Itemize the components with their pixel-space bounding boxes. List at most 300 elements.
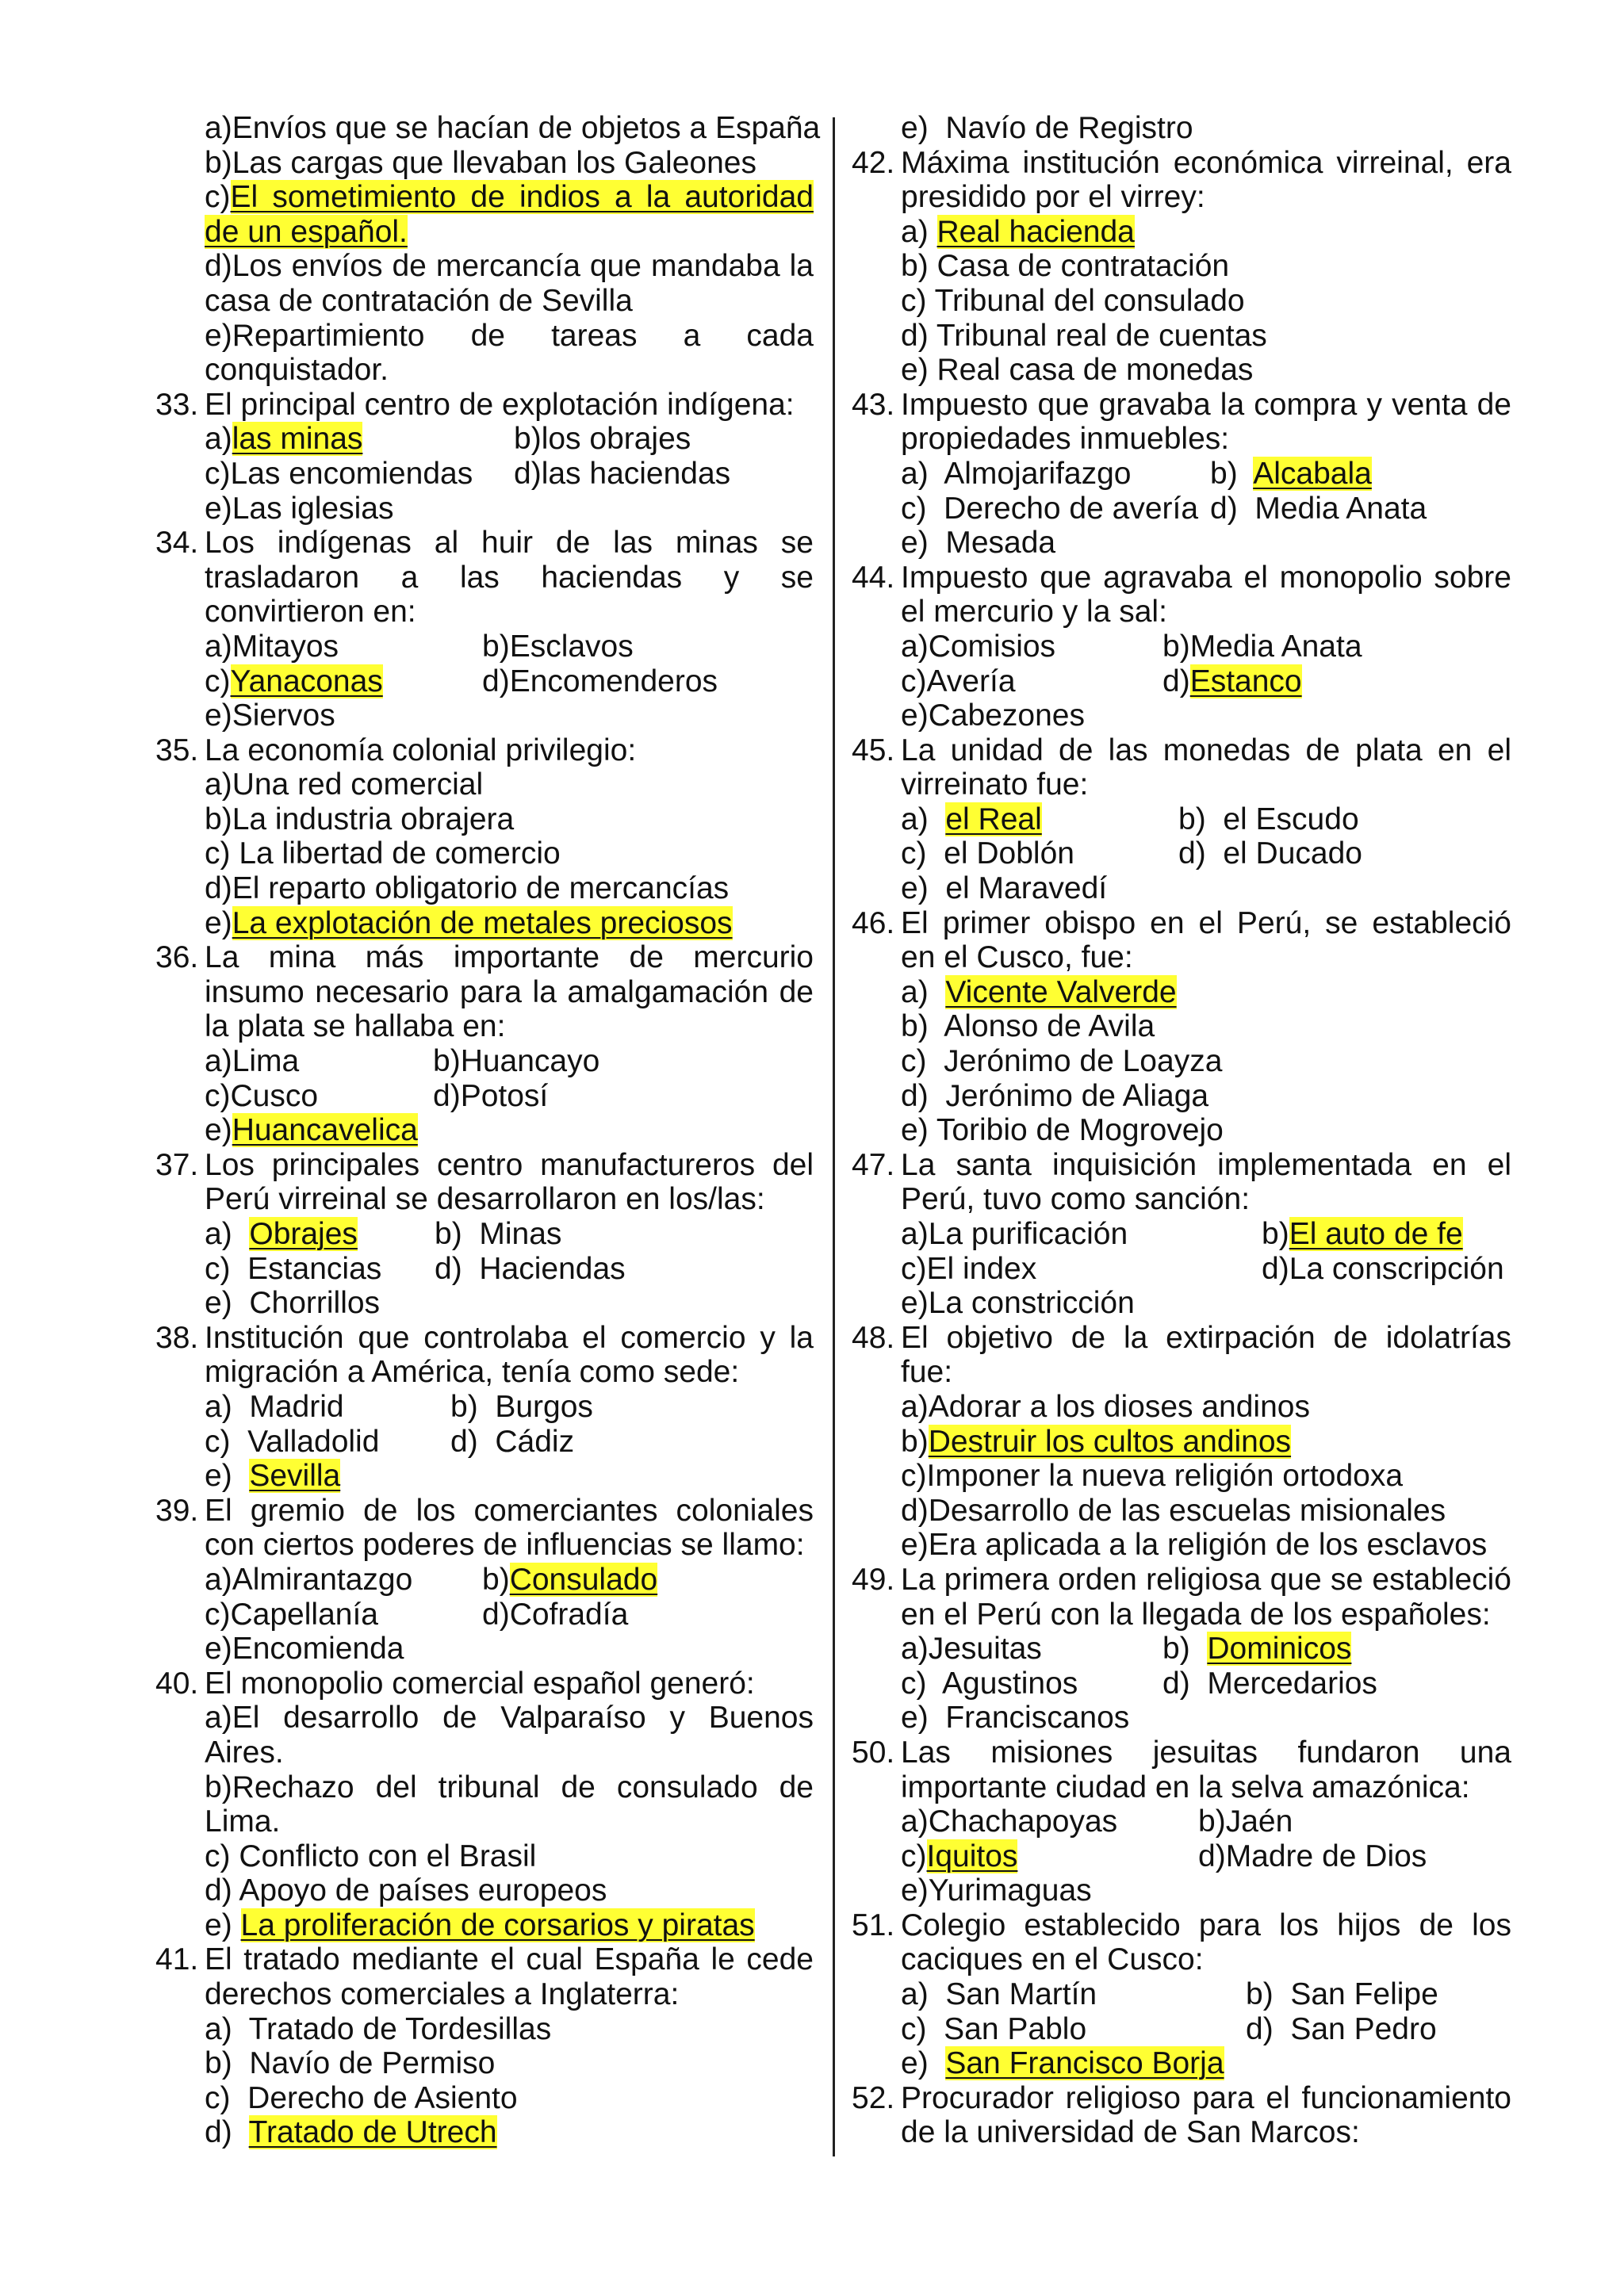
option-row bbox=[852, 492, 1511, 526]
option-row bbox=[155, 2115, 814, 2150]
option-row bbox=[155, 319, 814, 388]
option-label: e) bbox=[901, 1528, 929, 1563]
option-label: c) bbox=[205, 1251, 248, 1286]
question-number: 40. bbox=[155, 1666, 199, 1701]
option-text: Chachapoyas bbox=[928, 1804, 1118, 1839]
highlighted-answer: La explotación de metales preciosos bbox=[232, 905, 733, 940]
option-row bbox=[155, 1908, 814, 1943]
answer-option bbox=[901, 1701, 1511, 1735]
answer-option bbox=[1262, 1217, 1463, 1252]
answer-option bbox=[1246, 1977, 1438, 2012]
option-label: a) bbox=[205, 767, 232, 802]
option-text: Cofradía bbox=[509, 1597, 629, 1632]
option-label: c) bbox=[901, 1044, 944, 1079]
option-label: a) bbox=[205, 111, 232, 145]
answer-option bbox=[901, 664, 1162, 699]
question-text: Institución que controlaba el comercio y la migración a América, tenía como sede: bbox=[205, 1320, 814, 1390]
option-text: el Ducado bbox=[1223, 836, 1362, 871]
option-label: a) bbox=[901, 1217, 929, 1251]
answer-option bbox=[901, 2046, 1511, 2081]
question bbox=[852, 1321, 1511, 1390]
option-text: Tratado de Tordesillas bbox=[248, 2011, 552, 2046]
option-text: La conscripción bbox=[1289, 1251, 1504, 1286]
option-text: Agustinos bbox=[942, 1666, 1078, 1701]
option-row bbox=[852, 1217, 1511, 1252]
option-label: e) bbox=[205, 698, 232, 733]
option-text: Valladolid bbox=[247, 1424, 380, 1459]
option-label: e) bbox=[901, 698, 929, 733]
option-text: las haciendas bbox=[541, 456, 731, 491]
question-text: La economía colonial privilegio: bbox=[205, 733, 637, 767]
answer-option bbox=[901, 1044, 1511, 1079]
option-row bbox=[852, 1873, 1511, 1908]
question bbox=[852, 1908, 1511, 1977]
option-text: Esclavos bbox=[509, 629, 634, 664]
option-label: c) bbox=[901, 1251, 927, 1286]
option-text: La libertad de comercio bbox=[239, 836, 561, 871]
option-text: Encomienda bbox=[232, 1632, 404, 1667]
answer-option bbox=[901, 629, 1162, 664]
option-label: a) bbox=[901, 974, 946, 1009]
question-number: 50. bbox=[852, 1735, 895, 1770]
option-label: a) bbox=[205, 629, 232, 664]
answer-option bbox=[1162, 629, 1362, 664]
question-text: El principal centro de explotación indígena: bbox=[205, 387, 795, 422]
option-label: b) bbox=[435, 1217, 480, 1251]
option-label: e) bbox=[901, 353, 937, 388]
highlighted-answer: San Francisco Borja bbox=[945, 2046, 1224, 2081]
option-label: c) bbox=[205, 180, 231, 215]
option-row bbox=[852, 975, 1511, 1010]
option-label: c) bbox=[901, 1666, 943, 1701]
answer-option bbox=[901, 492, 1210, 526]
question bbox=[852, 1735, 1511, 1804]
option-label: c) bbox=[205, 456, 231, 491]
question-number: 41. bbox=[155, 1942, 199, 1977]
highlighted-answer: Real hacienda bbox=[936, 214, 1135, 249]
question bbox=[155, 1321, 814, 1390]
question bbox=[155, 526, 814, 629]
question bbox=[852, 2081, 1511, 2150]
option-row bbox=[155, 906, 814, 941]
option-row bbox=[852, 664, 1511, 699]
option-label: b) bbox=[514, 422, 542, 457]
option-label: d) bbox=[1198, 1839, 1226, 1873]
answer-option bbox=[205, 1701, 814, 1770]
question-number: 39. bbox=[155, 1493, 199, 1528]
answer-option bbox=[1246, 2012, 1437, 2047]
highlighted-answer: Iquitos bbox=[926, 1839, 1018, 1873]
option-label: e) bbox=[901, 2046, 946, 2081]
option-text: Potosí bbox=[460, 1078, 549, 1113]
option-label: b) bbox=[1162, 629, 1190, 664]
option-row bbox=[852, 1286, 1511, 1321]
question-number: 37. bbox=[155, 1147, 199, 1182]
option-label: a) bbox=[205, 1389, 250, 1424]
answer-option bbox=[205, 2081, 814, 2116]
option-label: b) bbox=[205, 1770, 232, 1804]
answer-option bbox=[205, 1044, 433, 1079]
option-row bbox=[155, 1563, 814, 1598]
option-text: Cádiz bbox=[495, 1424, 575, 1459]
question-number: 35. bbox=[155, 733, 199, 767]
option-text: Media Anata bbox=[1189, 629, 1362, 664]
option-text: Avería bbox=[926, 664, 1016, 698]
option-text: Estancias bbox=[247, 1251, 382, 1286]
option-label: a) bbox=[205, 1044, 232, 1079]
answer-option bbox=[901, 2012, 1246, 2047]
option-label: a) bbox=[901, 1389, 929, 1424]
answer-option bbox=[482, 664, 718, 699]
answer-option bbox=[901, 249, 1511, 284]
option-text: Las iglesias bbox=[232, 491, 394, 526]
answer-option bbox=[901, 1425, 1511, 1460]
right-column bbox=[852, 111, 1511, 2150]
option-text: Almojarifazgo bbox=[944, 456, 1132, 491]
question-number: 51. bbox=[852, 1908, 895, 1942]
option-label: b) bbox=[901, 249, 937, 284]
option-label: d) bbox=[1162, 1666, 1208, 1701]
option-row bbox=[155, 457, 814, 492]
option-text: San Pablo bbox=[944, 2011, 1087, 2046]
option-label: b) bbox=[450, 1389, 496, 1424]
answer-option bbox=[901, 1113, 1511, 1148]
option-label: b) bbox=[1178, 802, 1224, 836]
highlighted-answer: Alcabala bbox=[1253, 456, 1372, 491]
option-row bbox=[852, 1113, 1511, 1148]
answer-option bbox=[205, 802, 814, 837]
option-text: Haciendas bbox=[479, 1251, 626, 1286]
option-label: b) bbox=[205, 2046, 250, 2081]
question-number: 43. bbox=[852, 387, 895, 422]
option-label: e) bbox=[901, 1873, 929, 1908]
option-text: Era aplicada a la religión de los esclavos bbox=[928, 1528, 1488, 1563]
answer-option bbox=[901, 1528, 1511, 1563]
option-row bbox=[155, 1632, 814, 1667]
option-text: El desarrollo de Valparaíso y Buenos Aires. bbox=[205, 1701, 814, 1770]
option-text: Mercedarios bbox=[1207, 1666, 1377, 1701]
answer-option bbox=[482, 629, 634, 664]
answer-option bbox=[205, 146, 814, 181]
option-label: a) bbox=[205, 422, 232, 457]
option-row bbox=[852, 457, 1511, 492]
option-label: a) bbox=[205, 1562, 232, 1597]
option-row bbox=[155, 1217, 814, 1252]
answer-option bbox=[205, 1839, 814, 1874]
answer-option bbox=[205, 319, 814, 388]
option-label: c) bbox=[205, 1424, 248, 1459]
answer-option bbox=[514, 422, 691, 457]
option-row bbox=[155, 698, 814, 733]
option-row bbox=[852, 1839, 1511, 1874]
option-row bbox=[852, 1494, 1511, 1529]
answer-option bbox=[205, 492, 814, 526]
answer-option bbox=[901, 1286, 1511, 1321]
answer-option bbox=[205, 180, 814, 249]
answer-option bbox=[1178, 802, 1359, 837]
option-label: d) bbox=[1246, 2011, 1291, 2046]
option-label: d) bbox=[901, 318, 936, 353]
option-text: Tribunal real de cuentas bbox=[936, 318, 1267, 353]
option-text: Apoyo de países europeos bbox=[239, 1873, 607, 1908]
answer-option bbox=[901, 1839, 1198, 1874]
highlighted-answer: Consulado bbox=[509, 1562, 658, 1597]
question-text: Colegio establecido para los hijos de los caciques en el Cusco: bbox=[901, 1908, 1511, 1977]
option-label: a) bbox=[901, 629, 929, 664]
option-row bbox=[155, 836, 814, 871]
option-row bbox=[155, 2046, 814, 2081]
answer-option bbox=[1162, 1632, 1351, 1667]
option-text: Repartimiento de tareas a cada conquistador. bbox=[205, 318, 814, 388]
option-label: d) bbox=[514, 456, 542, 491]
option-label: d) bbox=[433, 1078, 461, 1113]
highlighted-answer: Vicente Valverde bbox=[945, 974, 1177, 1009]
option-label: b) bbox=[205, 145, 232, 180]
option-label: c) bbox=[901, 664, 927, 698]
answer-option bbox=[1162, 664, 1302, 699]
option-text: Envíos que se hacían de objetos a España bbox=[232, 111, 821, 145]
option-text: Navío de Permiso bbox=[249, 2046, 496, 2081]
option-label: c) bbox=[205, 836, 239, 871]
question-text: La mina más importante de mercurio insumo necesario para la amalgamación de la plata se hallaba en: bbox=[205, 940, 814, 1044]
answer-option bbox=[205, 1217, 435, 1252]
option-row bbox=[155, 1459, 814, 1494]
option-row bbox=[852, 1977, 1511, 2012]
answer-option bbox=[1162, 1667, 1377, 1701]
option-label: b) bbox=[1162, 1632, 1208, 1667]
option-text: Media Anata bbox=[1254, 491, 1427, 526]
option-row bbox=[155, 1770, 814, 1839]
question bbox=[155, 940, 814, 1044]
option-label: e) bbox=[205, 1632, 232, 1667]
option-row bbox=[155, 1390, 814, 1425]
highlighted-answer: Huancavelica bbox=[232, 1113, 418, 1148]
highlighted-answer: El auto de fe bbox=[1289, 1217, 1463, 1251]
left-column bbox=[155, 111, 821, 2150]
answer-option bbox=[205, 249, 814, 318]
question bbox=[852, 388, 1511, 457]
option-label: c) bbox=[205, 664, 231, 698]
highlighted-answer: Yanaconas bbox=[230, 664, 383, 698]
question-text: Los indígenas al huir de las minas se trasladaron a las haciendas y se convirtieron en: bbox=[205, 526, 814, 629]
option-text: Capellanía bbox=[230, 1597, 378, 1632]
option-text: Franciscanos bbox=[945, 1701, 1130, 1735]
option-row bbox=[852, 2012, 1511, 2047]
answer-option bbox=[205, 1873, 814, 1908]
option-text: La industria obrajera bbox=[232, 802, 515, 836]
option-text: Mitayos bbox=[232, 629, 339, 664]
option-label: a) bbox=[901, 214, 937, 249]
option-text: Jesuitas bbox=[928, 1632, 1042, 1667]
question-number: 49. bbox=[852, 1562, 895, 1597]
option-text: San Pedro bbox=[1290, 2011, 1437, 2046]
option-text: Madrid bbox=[249, 1389, 344, 1424]
option-row bbox=[155, 802, 814, 837]
option-text: Los envíos de mercancía que mandaba la casa de contratación de Sevilla bbox=[205, 249, 814, 318]
answer-option bbox=[433, 1044, 599, 1079]
question-text: La unidad de las monedas de plata en el virreinato fue: bbox=[901, 733, 1511, 802]
highlighted-answer: La proliferación de corsarios y piratas bbox=[240, 1908, 755, 1942]
question-text: El primer obispo en el Perú, se estableció en el Cusco, fue: bbox=[901, 905, 1511, 975]
answer-option bbox=[205, 698, 814, 733]
option-row bbox=[852, 1528, 1511, 1563]
answer-option bbox=[205, 1632, 814, 1667]
column-divider bbox=[833, 117, 835, 2156]
option-row bbox=[155, 1044, 814, 1079]
answer-option bbox=[205, 906, 814, 941]
question-number: 46. bbox=[852, 905, 895, 940]
option-text: Chorrillos bbox=[249, 1286, 381, 1321]
answer-option bbox=[205, 836, 814, 871]
option-text: Mesada bbox=[945, 526, 1056, 561]
option-label: e) bbox=[901, 526, 946, 561]
answer-option bbox=[205, 111, 821, 146]
answer-option bbox=[450, 1425, 574, 1460]
option-label: e) bbox=[205, 1908, 241, 1942]
option-row bbox=[852, 1459, 1511, 1494]
answer-option bbox=[1178, 836, 1362, 871]
option-text: Alonso de Avila bbox=[944, 1009, 1155, 1044]
option-text: El index bbox=[926, 1251, 1037, 1286]
option-label: c) bbox=[901, 1839, 927, 1873]
option-row bbox=[852, 1044, 1511, 1079]
answer-option bbox=[1210, 492, 1427, 526]
option-label: d) bbox=[205, 249, 232, 284]
answer-option bbox=[901, 1009, 1511, 1044]
option-label: a) bbox=[205, 1701, 232, 1735]
option-label: b) bbox=[901, 1009, 944, 1044]
answer-option bbox=[901, 698, 1511, 733]
option-row bbox=[852, 353, 1511, 388]
option-row bbox=[852, 2046, 1511, 2081]
option-text: Conflicto con el Brasil bbox=[239, 1839, 537, 1873]
question-text: El tratado mediante el cual España le cede derechos comerciales a Inglaterra: bbox=[205, 1942, 814, 2012]
answer-option bbox=[205, 1252, 435, 1287]
answer-option bbox=[901, 457, 1210, 492]
option-row bbox=[852, 1079, 1511, 1114]
option-label: c) bbox=[901, 2011, 944, 2046]
option-text: San Felipe bbox=[1290, 1977, 1438, 2012]
highlighted-answer: las minas bbox=[232, 422, 363, 457]
answer-option bbox=[514, 457, 730, 492]
question-text: La primera orden religiosa que se estableció en el Perú con la llegada de los españoles: bbox=[901, 1562, 1511, 1632]
highlighted-answer: Dominicos bbox=[1207, 1632, 1352, 1667]
option-row bbox=[852, 1390, 1511, 1425]
answer-option bbox=[205, 422, 514, 457]
option-text: Siervos bbox=[232, 698, 335, 733]
answer-option bbox=[433, 1079, 548, 1114]
question bbox=[852, 1148, 1511, 1217]
question-number: 48. bbox=[852, 1320, 895, 1355]
option-text: Las encomiendas bbox=[230, 456, 473, 491]
question bbox=[155, 1667, 814, 1701]
question-text: La santa inquisición implementada en el Perú, tuvo como sanción: bbox=[901, 1147, 1511, 1217]
answer-option bbox=[901, 802, 1178, 837]
option-text: Imponer la nueva religión ortodoxa bbox=[926, 1459, 1404, 1494]
option-text: Derecho de Asiento bbox=[247, 2080, 518, 2115]
answer-option bbox=[205, 457, 514, 492]
option-row bbox=[155, 1286, 814, 1321]
option-label: a) bbox=[901, 1632, 929, 1667]
answer-option bbox=[1210, 457, 1372, 492]
option-label: c) bbox=[205, 1078, 231, 1113]
option-label: e) bbox=[205, 905, 232, 940]
question-number: 34. bbox=[155, 526, 199, 561]
option-text: Comisios bbox=[928, 629, 1056, 664]
option-row bbox=[852, 1804, 1511, 1839]
question-number: 47. bbox=[852, 1147, 895, 1182]
highlighted-answer: Estanco bbox=[1189, 664, 1302, 698]
option-row bbox=[155, 629, 814, 664]
option-text: Cusco bbox=[230, 1078, 319, 1113]
question-number: 45. bbox=[852, 733, 895, 767]
answer-option bbox=[435, 1217, 561, 1252]
option-label: c) bbox=[901, 1459, 927, 1494]
option-label: c) bbox=[901, 491, 944, 526]
question-text: Las misiones jesuitas fundaron una importante ciudad en la selva amazónica: bbox=[901, 1735, 1511, 1804]
option-text: Real casa de monedas bbox=[936, 353, 1254, 388]
option-label: b) bbox=[1210, 456, 1254, 491]
option-label: c) bbox=[901, 283, 935, 318]
option-row bbox=[852, 1701, 1511, 1735]
option-row bbox=[852, 1009, 1511, 1044]
question bbox=[852, 733, 1511, 802]
option-row bbox=[852, 802, 1511, 837]
option-row bbox=[852, 1632, 1511, 1667]
answer-option bbox=[205, 1598, 482, 1632]
answer-option bbox=[901, 1217, 1262, 1252]
option-row bbox=[852, 249, 1511, 284]
option-label: d) bbox=[205, 871, 232, 906]
option-text: Jaén bbox=[1225, 1804, 1293, 1839]
option-text: Lima bbox=[232, 1044, 300, 1079]
question bbox=[155, 388, 814, 423]
answer-option bbox=[205, 1286, 814, 1321]
option-label: e) bbox=[901, 111, 946, 145]
option-row bbox=[155, 111, 821, 146]
answer-option bbox=[901, 1390, 1511, 1425]
answer-option bbox=[205, 1425, 450, 1460]
option-text: Navío de Registro bbox=[945, 111, 1193, 145]
question bbox=[155, 1148, 814, 1217]
option-text: Huancayo bbox=[460, 1044, 600, 1079]
option-label: a) bbox=[205, 2011, 249, 2046]
option-text: Adorar a los dioses andinos bbox=[928, 1389, 1310, 1424]
question bbox=[852, 146, 1511, 215]
option-row bbox=[155, 2081, 814, 2116]
option-row bbox=[155, 1873, 814, 1908]
option-label: d) bbox=[205, 2115, 249, 2150]
question bbox=[155, 1942, 814, 2011]
answer-option bbox=[901, 836, 1178, 871]
option-label: b) bbox=[433, 1044, 461, 1079]
option-row bbox=[155, 249, 814, 318]
question bbox=[155, 1494, 814, 1563]
option-label: b) bbox=[1262, 1217, 1289, 1251]
option-text: Rechazo del tribunal de consulado de Lima. bbox=[205, 1770, 814, 1839]
option-text: Desarrollo de las escuelas misionales bbox=[928, 1493, 1446, 1528]
answer-option bbox=[901, 1667, 1162, 1701]
answer-option bbox=[205, 1908, 814, 1943]
answer-option bbox=[1198, 1804, 1293, 1839]
option-text: La constricción bbox=[928, 1286, 1135, 1321]
question-text: Procurador religioso para el funcionamiento de la universidad de San Marcos: bbox=[901, 2080, 1511, 2150]
answer-option bbox=[901, 284, 1511, 319]
option-text: San Martín bbox=[945, 1977, 1097, 2012]
answer-option bbox=[205, 1079, 433, 1114]
option-row bbox=[852, 1252, 1511, 1287]
option-row bbox=[155, 422, 814, 457]
